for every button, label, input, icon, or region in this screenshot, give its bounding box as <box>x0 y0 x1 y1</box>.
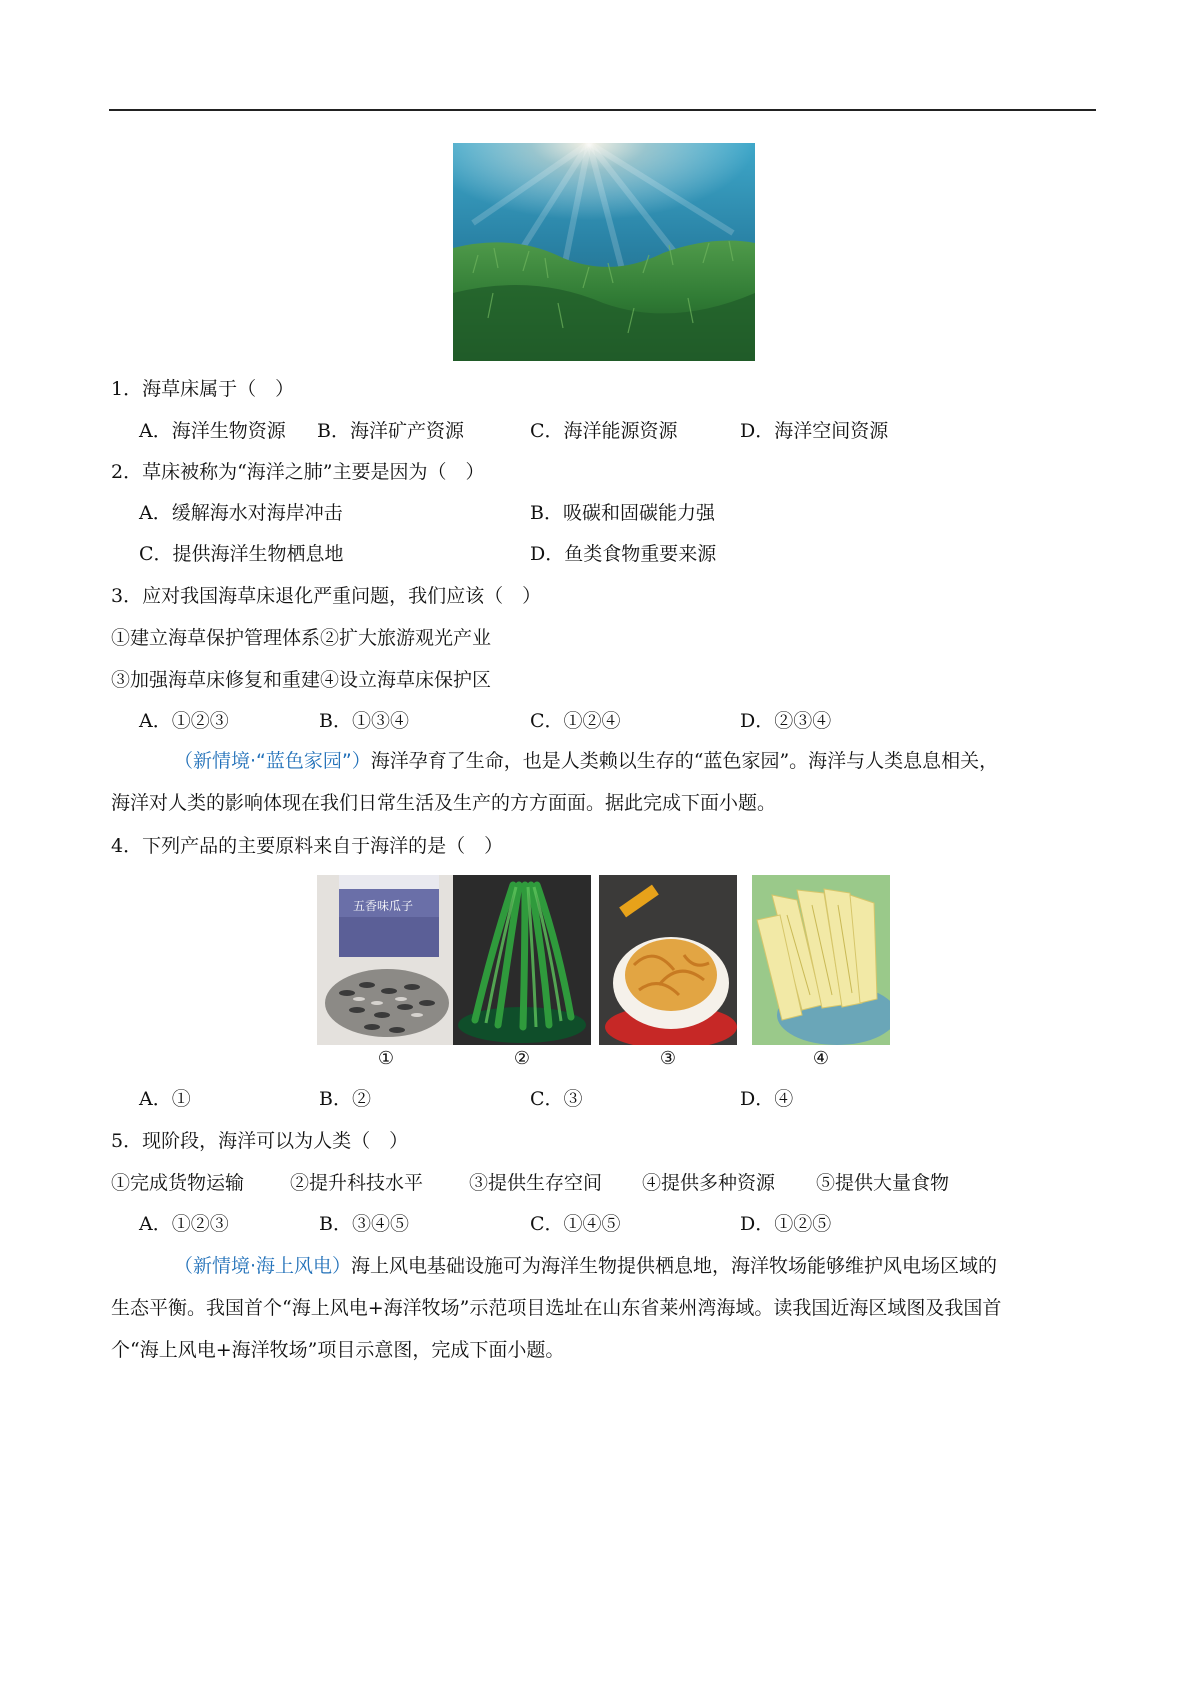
q2-option-d[interactable]: D．鱼类食物重要来源 <box>530 543 717 565</box>
context-text: 海洋对人类的影响体现在我们日常生活及生产的方方面面。据此完成下面小题。 <box>111 792 777 814</box>
q5-option-a[interactable]: A．①②③ <box>139 1213 229 1235</box>
q3-option-d[interactable]: D．②③④ <box>740 710 832 732</box>
q5-stem: 5．现阶段，海洋可以为人类（ ） <box>111 1130 409 1152</box>
q3-option-c[interactable]: C．①②④ <box>530 710 621 732</box>
context-tag: （新情境·“蓝色家园”） <box>174 750 371 772</box>
q4-option-c[interactable]: C．③ <box>530 1088 583 1110</box>
header-rule <box>109 109 1096 111</box>
q5-item-4: ④提供多种资源 <box>642 1172 776 1194</box>
q3-option-a[interactable]: A．①②③ <box>139 710 229 732</box>
q2-option-b[interactable]: B．吸碳和固碳能力强 <box>530 502 715 524</box>
q2-option-a[interactable]: A．缓解海水对海岸冲击 <box>139 502 343 524</box>
q3-stem: 3．应对我国海草床退化严重问题，我们应该（ ） <box>111 585 542 607</box>
q5-option-d[interactable]: D．①②⑤ <box>740 1213 832 1235</box>
bamboo-shoots-image <box>752 875 890 1045</box>
context-text: 生态平衡。我国首个“海上风电+海洋牧场”示范项目选址在山东省莱州湾海域。读我国近海区域图及我国首 <box>111 1297 1002 1319</box>
context-text: 个“海上风电+海洋牧场”项目示意图，完成下面小题。 <box>111 1339 565 1361</box>
image-label-1: ① <box>377 1048 395 1069</box>
image-label-4: ④ <box>812 1048 830 1069</box>
seaweed-noodles-image <box>453 875 591 1045</box>
q3-option-b[interactable]: B．①③④ <box>319 710 409 732</box>
q5-option-c[interactable]: C．①④⑤ <box>530 1213 621 1235</box>
image-label-2: ② <box>513 1048 531 1069</box>
q4-option-a[interactable]: A．① <box>139 1088 191 1110</box>
context-blue-home <box>111 740 1099 824</box>
q1-option-c[interactable]: C．海洋能源资源 <box>530 420 678 442</box>
q5-item-2: ②提升科技水平 <box>290 1172 424 1194</box>
q3-items-line2: ③加强海草床修复和重建④设立海草床保护区 <box>111 669 492 691</box>
q4-option-b[interactable]: B．② <box>319 1088 371 1110</box>
q3-items-line1: ①建立海草保护管理体系②扩大旅游观光产业 <box>111 627 492 649</box>
q5-option-b[interactable]: B．③④⑤ <box>319 1213 409 1235</box>
sunflower-seeds-image <box>317 875 455 1045</box>
context-text: 海上风电基础设施可为海洋生物提供栖息地，海洋牧场能够维护风电场区域的 <box>351 1255 998 1277</box>
seagrass-photo <box>453 143 755 361</box>
q4-option-d[interactable]: D．④ <box>740 1088 794 1110</box>
q2-stem: 2．草床被称为“海洋之肺”主要是因为（ ） <box>111 461 485 483</box>
q5-item-1: ①完成货物运输 <box>111 1172 245 1194</box>
context-tag: （新情境·海上风电） <box>174 1255 352 1277</box>
q1-option-d[interactable]: D．海洋空间资源 <box>740 420 889 442</box>
q5-item-3: ③提供生存空间 <box>469 1172 603 1194</box>
q5-item-5: ⑤提供大量食物 <box>816 1172 950 1194</box>
q2-option-c[interactable]: C．提供海洋生物栖息地 <box>139 543 344 565</box>
q1-option-b[interactable]: B．海洋矿产资源 <box>317 420 464 442</box>
package-label: 五香味瓜子 <box>353 899 414 913</box>
q4-stem: 4．下列产品的主要原料来自于海洋的是（ ） <box>111 835 504 857</box>
pickled-mustard-image <box>599 875 737 1045</box>
image-label-3: ③ <box>659 1048 677 1069</box>
context-offshore-wind <box>111 1245 1099 1371</box>
context-text: 海洋孕育了生命，也是人类赖以生存的“蓝色家园”。海洋与人类息息相关， <box>370 750 999 772</box>
q1-option-a[interactable]: A．海洋生物资源 <box>139 420 286 442</box>
q1-stem: 1．海草床属于（ ） <box>111 378 295 400</box>
